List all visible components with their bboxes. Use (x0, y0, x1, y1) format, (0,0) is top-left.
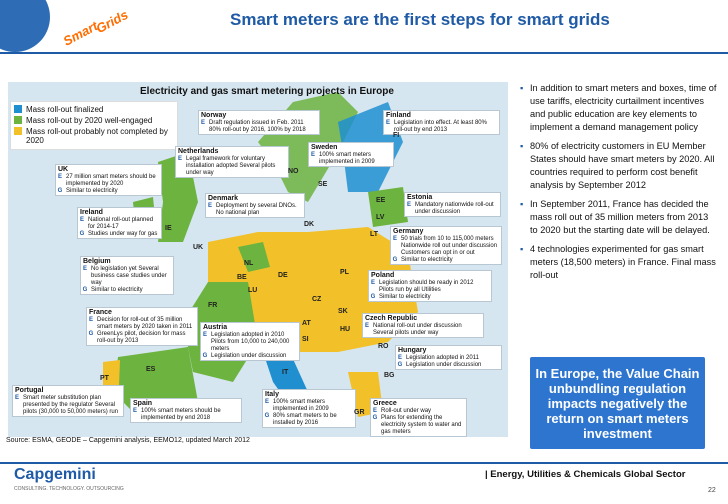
box-gas-text: 80% smart meters to be installed by 2016 (273, 413, 337, 426)
box-heading: Czech Republic (365, 315, 418, 322)
box-sweden (308, 142, 394, 167)
box-norway (198, 110, 320, 135)
box-gas-text: Legislation under discussion (406, 362, 482, 368)
legend-item (14, 116, 174, 125)
electricity-marker: E (14, 395, 19, 401)
gas-marker: G (88, 331, 94, 337)
box-netherlands (175, 146, 289, 178)
country-code-cz: CZ (312, 296, 322, 303)
country-code-nl: NL (244, 260, 254, 267)
map-legend (10, 101, 178, 150)
box-electricity-text: 50 trials from 10 to 115,000 meters Nationwide roll out under discussion Customers can opt in or out (401, 236, 498, 256)
box-italy (262, 389, 356, 428)
electricity-marker: E (88, 317, 93, 323)
box-electricity-text: Mandatory nationwide roll-out under discussion (415, 202, 494, 215)
box-heading: Hungary (398, 347, 427, 354)
bullet-text: In September 2011, France has decided the mass roll out of 35 million meters from 2013 to 2020 but the starting date will be delayed. (530, 199, 710, 235)
box-greece (370, 398, 467, 437)
country-code-it: IT (282, 369, 289, 376)
box-finland (383, 110, 500, 135)
globe-logo (0, 0, 50, 52)
region-baltics (368, 187, 408, 227)
electricity-marker: E (264, 399, 269, 405)
bullet-text: In addition to smart meters and boxes, time of use tariffs, electricity curtailment incentives and public education are key elements to implement a demand management policy (530, 83, 717, 132)
legend-label: Mass roll-out by 2020 well-engaged (26, 116, 153, 125)
box-electricity-text: Smart meter substitution plan presented by the regulator Several pilots (30,000 to 50,000 meters) run (23, 395, 119, 415)
country-code-pl: PL (340, 269, 349, 276)
box-denmark (205, 193, 305, 218)
banner-grids: Grids (93, 6, 131, 37)
legend-label: Mass roll-out finalized (26, 105, 104, 114)
country-code-es: ES (146, 366, 156, 373)
country-code-at: AT (302, 320, 311, 327)
electricity-marker: E (207, 203, 212, 209)
callout-box: In Europe, the Value Chain unbundling regulation impacts negatively the return on smart meters investment (530, 357, 705, 449)
bullet-item (520, 243, 718, 282)
electricity-marker: E (364, 323, 369, 329)
country-code-lu: LU (248, 287, 258, 294)
bullet-item (520, 140, 718, 192)
legend-label: Mass roll-out probably not completed by 2020 (26, 127, 168, 145)
bullet-list (520, 82, 718, 288)
box-heading: Germany (393, 228, 424, 235)
box-electricity-text: 27 million smart meters should be implemented by 2020 (66, 174, 156, 187)
box-electricity-text: 100% smart meters implemented in 2009 (273, 399, 329, 412)
box-heading: Italy (265, 391, 280, 398)
box-spain (130, 398, 242, 423)
box-electricity-text: Legislation should be ready in 2012 Pilots run by all Utilities (379, 280, 474, 293)
box-uk (55, 164, 162, 196)
box-electricity-text: Draft regulation issued in Feb. 2011 80% roll-out by 2016, 100% by 2018 (209, 120, 306, 133)
box-czech-republic (362, 313, 484, 338)
box-heading: Norway (201, 112, 227, 119)
bullet-icon: ▪ (520, 83, 524, 93)
bullet-item (520, 198, 718, 237)
legend-swatch (14, 127, 22, 135)
country-code-sk: SK (338, 308, 348, 315)
box-gas-text: Plans for extending the electricity system to water and gas meters (381, 415, 462, 435)
country-code-gr: GR (354, 409, 365, 416)
electricity-marker: E (57, 174, 62, 180)
box-heading: UK (58, 166, 69, 173)
electricity-marker: E (397, 355, 402, 361)
box-heading: Belgium (83, 258, 111, 265)
bullet-icon: ▪ (520, 199, 524, 209)
source-note: Source: ESMA, GEODE – Capgemini analysis, EEMO12, updated March 2012 (6, 437, 250, 444)
capgemini-logo: Capgemini (14, 466, 96, 483)
country-code-fr: FR (208, 302, 218, 309)
header-divider (0, 52, 728, 54)
box-heading: Poland (371, 272, 395, 279)
legend-swatch (14, 105, 22, 113)
box-electricity-text: 100% smart meters should be implemented by end 2018 (141, 408, 221, 421)
country-code-lv: LV (376, 214, 385, 221)
legend-swatch (14, 116, 22, 124)
gas-marker: G (82, 287, 88, 293)
country-code-ro: RO (378, 343, 389, 350)
country-code-no: NO (288, 168, 299, 175)
footer-divider (0, 462, 728, 464)
box-gas-text: Legislation under discussion (211, 353, 287, 359)
electricity-marker: E (372, 408, 377, 414)
electricity-marker: E (79, 217, 84, 223)
box-gas-text: Similar to electricity (379, 294, 431, 300)
gas-marker: G (202, 353, 208, 359)
country-code-lt: LT (370, 231, 379, 238)
box-austria (200, 322, 300, 361)
box-gas-text: Similar to electricity (66, 188, 118, 194)
box-electricity-text: Legislation into effect. At least 80% roll-out by end 2013 (394, 120, 487, 133)
gas-marker: G (392, 257, 398, 263)
box-gas-text: Studies under way for gas (88, 231, 158, 237)
gas-marker: G (372, 415, 378, 421)
country-code-pt: PT (100, 375, 109, 382)
legend-item (14, 127, 174, 145)
bullet-item (520, 82, 718, 134)
country-code-uk: UK (193, 244, 204, 251)
bullet-text: 4 technologies experimented for gas smart meters (18,500 meters) in France. Final mass roll-out (530, 244, 716, 280)
gas-marker: G (264, 413, 270, 419)
country-code-dk: DK (304, 221, 315, 228)
box-electricity-text: Legislation adopted in 2011 (406, 355, 479, 361)
country-code-ie: IE (165, 225, 172, 232)
box-heading: Netherlands (178, 148, 219, 155)
electricity-marker: E (392, 236, 397, 242)
capgemini-tagline: CONSULTING. TECHNOLOGY. OUTSOURCING (14, 486, 124, 492)
box-france (86, 307, 198, 346)
country-code-si: SI (302, 336, 309, 343)
gas-marker: G (370, 294, 376, 300)
box-electricity-text: Legal framework for voluntary installation adopted Several pilots under way (186, 156, 276, 176)
electricity-marker: E (202, 332, 207, 338)
box-gas-text: Similar to electricity (401, 257, 453, 263)
electricity-marker: E (132, 408, 137, 414)
electricity-marker: E (82, 266, 87, 272)
box-heading: Estonia (407, 194, 433, 201)
country-code-bg: BG (384, 372, 395, 379)
bullet-icon: ▪ (520, 141, 524, 151)
electricity-marker: E (406, 202, 411, 208)
box-heading: Finland (386, 112, 411, 119)
banner-smart: Smart (60, 18, 101, 49)
gas-marker: G (79, 231, 85, 237)
box-heading: Ireland (80, 209, 103, 216)
box-gas-text: GreenLys pilot, decision for mass roll-out by 2013 (97, 331, 186, 344)
box-electricity-text: Roll-out under way (381, 408, 432, 414)
country-code-se: SE (318, 181, 328, 188)
box-poland (368, 270, 492, 302)
legend-item (14, 105, 174, 114)
country-code-hu: HU (340, 326, 351, 333)
box-portugal (12, 385, 124, 417)
bullet-text: 80% of electricity customers in EU Member States should have smart meters by 2020. All countries required to perform cost benefit analysis by September 2012 (530, 141, 715, 190)
box-belgium (80, 256, 174, 295)
page-number: 22 (708, 487, 716, 494)
box-electricity-text: Deployment by several DNOs. No national plan (216, 203, 297, 216)
footer-sector-label: | Energy, Utilities & Chemicals Global Sector (485, 469, 686, 480)
box-gas-text: Similar to electricity (91, 287, 143, 293)
electricity-marker: E (370, 280, 375, 286)
box-ireland (77, 207, 162, 239)
box-heading: France (89, 309, 112, 316)
country-code-ee: EE (376, 197, 386, 204)
box-estonia (404, 192, 501, 217)
electricity-marker: E (385, 120, 390, 126)
box-heading: Spain (133, 400, 153, 407)
bullet-icon: ▪ (520, 244, 524, 254)
map-heading: Electricity and gas smart metering projects in Europe (140, 86, 394, 97)
box-heading: Sweden (311, 144, 338, 151)
box-electricity-text: Legislation adopted in 2010 Pilots from 10,000 to 240,000 meters (211, 332, 290, 352)
country-code-be: BE (237, 274, 247, 281)
box-electricity-text: No legislation yet Several business case studies under way (91, 266, 167, 286)
electricity-marker: E (177, 156, 182, 162)
box-heading: Denmark (208, 195, 238, 202)
box-electricity-text: Decision for roll-out of 35 million smart meters by 2020 taken in 2011 (97, 317, 193, 330)
box-electricity-text: National roll-out planned for 2014-17 (88, 217, 154, 230)
box-hungary (395, 345, 502, 370)
gas-marker: G (397, 362, 403, 368)
page-title: Smart meters are the first steps for smart grids (230, 10, 610, 29)
electricity-marker: E (310, 152, 315, 158)
electricity-marker: E (200, 120, 205, 126)
country-code-fi: FI (393, 132, 400, 139)
box-heading: Greece (373, 400, 397, 407)
box-electricity-text: 100% smart meters implemented in 2009 (319, 152, 375, 165)
box-electricity-text: National roll-out under discussion Several pilots under way (373, 323, 462, 336)
box-heading: Austria (203, 324, 228, 331)
box-heading: Portugal (15, 387, 44, 394)
country-code-de: DE (278, 272, 288, 279)
gas-marker: G (57, 188, 63, 194)
box-germany (390, 226, 502, 265)
